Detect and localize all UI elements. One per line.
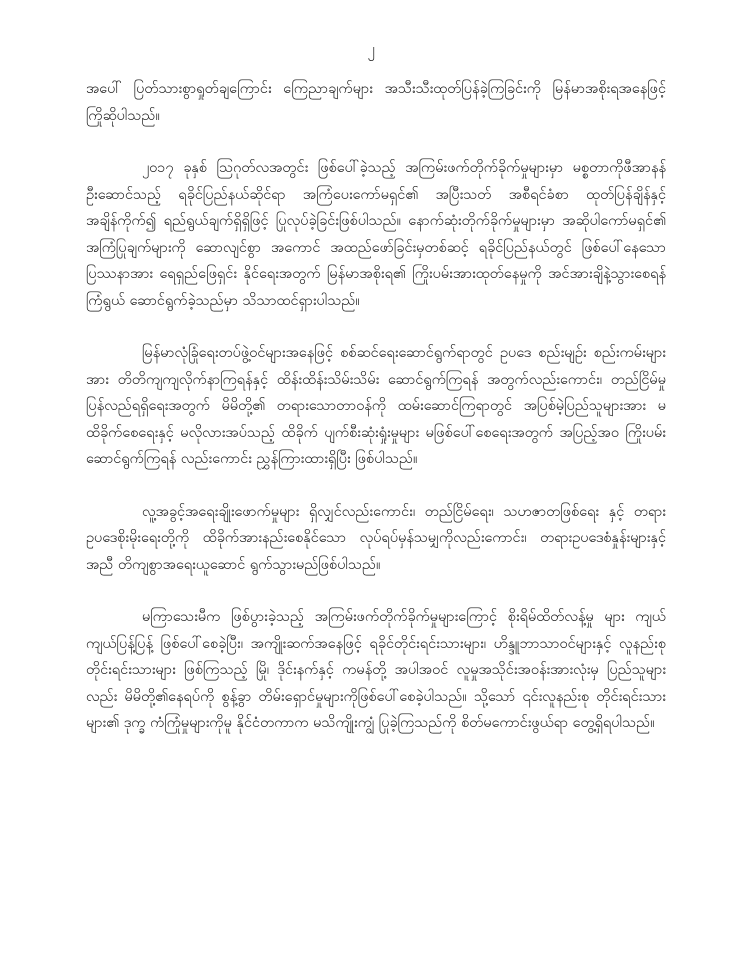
paragraph-2: ၂၀၁၇ ခုနှစ် သြဂုတ်လအတွင်း ဖြစ်ပေါ်ခဲ့သည့် အကြမ်းဖက်တိုက်ခိုက်မှုများမှာ မစ္စတာကိုဖီအာနန်ဦးဆောင်သည့် ရခိုင်ပြည်နယ်ဆိုင်ရာ အကြံပေးကော်မရှင်၏ အပြီးသတ် အစီရင်ခံစာ ထုတ်ပြန်ချိန်နှင့် အချိန်ကိုက်၍ ရည်ရွယ်ချက်ရှိရှိဖြင့် ပြုလုပ်ခဲ့ခြင်းဖြစ်ပါသည်။ နောက်ဆုံးတိုက်ခိုက်မှုများမှာ အဆိုပါကော်မရှင်၏ အကြံပြုချက်များကို ဆောလျင်စွာ အကောင် အထည်ဖော်ခြင်းမှတစ်ဆင့် ရခိုင်ပြည်နယ်တွင် ဖြစ်ပေါ်နေသော ပြဿနာအား ရေရှည်ဖြေရှင်း နိုင်ရေးအတွက် မြန်မာအစိုးရ၏ ကြိုးပမ်းအားထုတ်နေမှုကို အင်အားချိနဲ့သွားစေရန် ကြံရွယ် ဆောင်ရွက်ခဲ့သည်မှာ သိသာထင်ရှားပါသည်။ xyxy=(86,160,666,309)
paragraph-4: လူ့အခွင့်အရေးချိုးဖောက်မှုများ ရှိလျှင်လည်းကောင်း၊ တည်ငြိမ်ရေး၊ သဟဇာတဖြစ်ရေး နှင့် တရားဥပဒေစိုးမိုးရေးတို့ကို ထိခိုက်အားနည်းစေနိုင်သော လုပ်ရပ်မှန်သမျှကိုလည်းကောင်း၊ တရားဥပဒေစံနှုန်းများနှင့်အညီ တိကျစွာအရေးယူဆောင် ရွက်သွားမည်ဖြစ်ပါသည်။ xyxy=(86,503,666,573)
page-number: ၂ xyxy=(367,40,375,58)
paragraph-5: မကြာသေးမီက ဖြစ်ပွားခဲ့သည့် အကြမ်းဖက်တိုက်ခိုက်မှုများကြောင့် စိုးရိမ်ထိတ်လန့်မှု များ ကျယ်ကျယ်ပြန့်ပြန့် ဖြစ်ပေါ်စေခဲ့ပြီး၊ အကျိုးဆက်အနေဖြင့် ရခိုင်တိုင်းရင်းသားများ၊ ဟိန္ဒူဘာသာဝင်များနှင့် လူနည်းစုတိုင်းရင်းသားများ ဖြစ်ကြသည့် မြို၊ ဒိုင်းနက်နှင့် ကမန်တို့ အပါအဝင် လူမှုအသိုင်းအဝန်းအားလုံးမှ ပြည်သူများလည်း မိမိတို့၏နေရပ်ကို စွန့်ခွာ တိမ်းရှောင်မှုများကိုဖြစ်ပေါ်စေခဲ့ပါသည်။ သို့သော် ၎င်းလူနည်းစု တိုင်းရင်းသားများ၏ ဒုက္ခ ကံကြုံမှုများကိုမူ နိုင်ငံတကာက မသိကျိုးကျွံ ပြုခဲ့ကြသည်ကို စိတ်မကောင်းဖွယ်ရာ တွေ့ရှိရပါသည်။ xyxy=(86,609,666,731)
paragraph-3: မြန်မာလုံခြုံရေးတပ်ဖွဲ့ဝင်များအနေဖြင့် စစ်ဆင်ရေးဆောင်ရွက်ရာတွင် ဥပဒေ စည်းမျဉ်း စည်းကမ်းများအား တိတိကျကျလိုက်နာကြရန်နှင့် ထိန်းထိန်းသိမ်းသိမ်း ဆောင်ရွက်ကြရန် အတွက်လည်းကောင်း၊ တည်ငြိမ်မှု ပြန်လည်ရရှိရေးအတွက် မိမိတို့၏ တရားသောတာဝန်ကို ထမ်းဆောင်ကြရာတွင် အပြစ်မဲ့ပြည်သူများအား မထိခိုက်စေရေးနှင့် မလိုလားအပ်သည့် ထိခိုက် ပျက်စီးဆုံးရှုံးမှုများ မဖြစ်ပေါ်စေရေးအတွက် အပြည့်အဝ ကြိုးပမ်းဆောင်ရွက်ကြရန် လည်းကောင်း ညွှန်ကြားထားရှိပြီး ဖြစ်ပါသည်။ xyxy=(86,345,666,467)
document-body xyxy=(86,76,666,763)
paragraph-1: အပေါ် ပြတ်သားစွာရှုတ်ချကြောင်း ကြေညာချက်များ အသီးသီးထုတ်ပြန်ခဲ့ကြခြင်းကို မြန်မာအစိုးရအနေဖြင့် ကြိုဆိုပါသည်။ xyxy=(86,81,666,124)
